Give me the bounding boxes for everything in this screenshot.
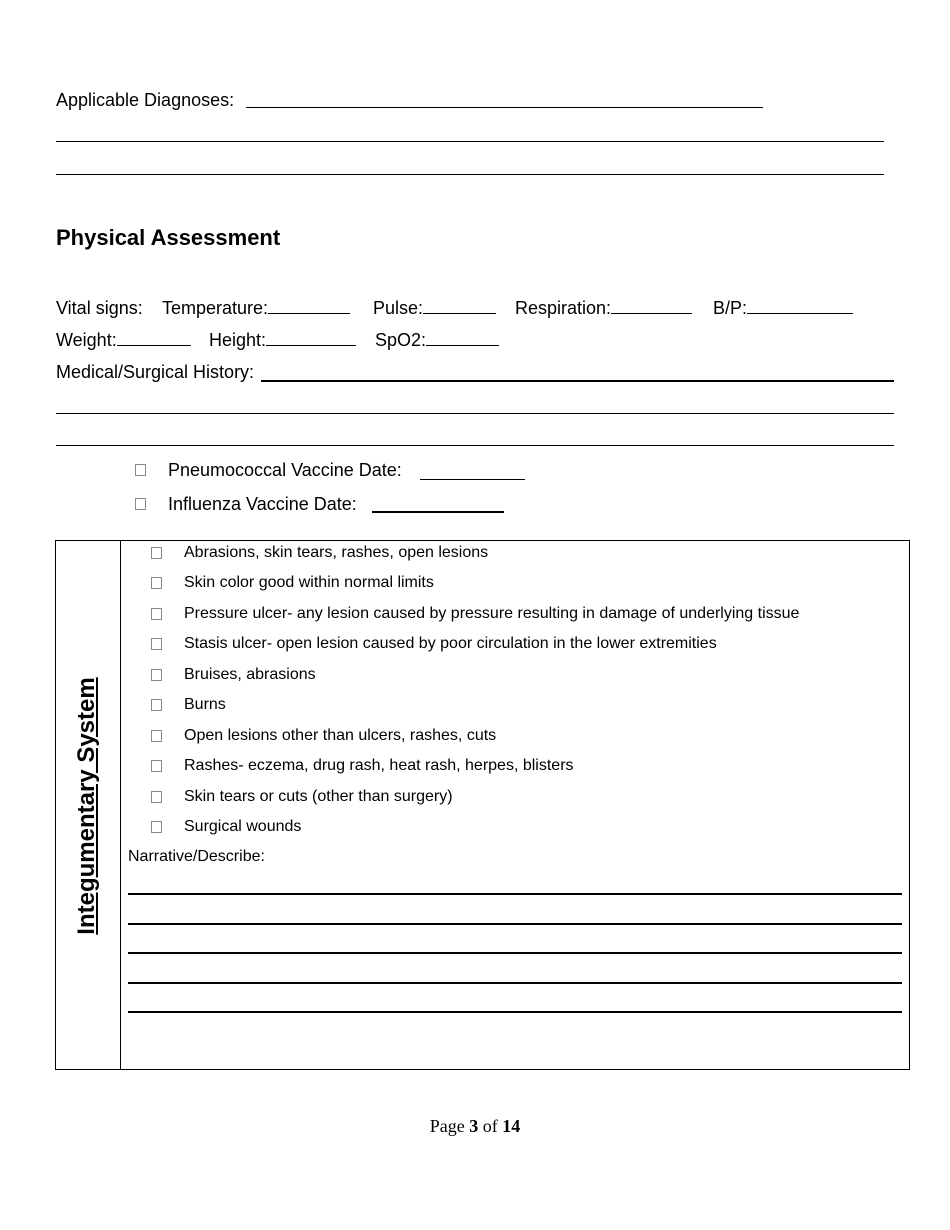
respiration-label: Respiration: xyxy=(515,298,612,318)
diagnoses-label: Applicable Diagnoses: xyxy=(56,90,235,110)
integumentary-title: Integumentary System xyxy=(73,677,100,935)
footer-total-pages: 14 xyxy=(502,1116,521,1136)
temperature-label: Temperature: xyxy=(162,298,269,318)
vital-signs-label: Vital signs: xyxy=(56,298,143,318)
item-checkbox[interactable] xyxy=(151,730,162,742)
narrative-line[interactable] xyxy=(128,1011,902,1013)
item-checkbox[interactable] xyxy=(151,669,162,681)
diagnoses-line-3[interactable] xyxy=(56,174,884,175)
list-item: Burns xyxy=(184,696,226,713)
height-field xyxy=(209,329,356,351)
narrative-line[interactable] xyxy=(128,923,902,925)
influenza-label: Influenza Vaccine Date: xyxy=(168,494,357,514)
pulse-label: Pulse: xyxy=(373,298,424,318)
item-checkbox[interactable] xyxy=(151,699,162,711)
item-checkbox[interactable] xyxy=(151,577,162,589)
list-item: Open lesions other than ulcers, rashes, cuts xyxy=(184,727,497,744)
item-checkbox[interactable] xyxy=(151,608,162,620)
diagnoses-line-1[interactable] xyxy=(246,107,763,108)
history-line-1[interactable] xyxy=(261,380,894,382)
bp-input[interactable] xyxy=(747,297,853,314)
narrative-line[interactable] xyxy=(128,952,902,954)
narrative-line[interactable] xyxy=(128,893,902,895)
list-item: Stasis ulcer- open lesion caused by poor circulation in the lower extremities xyxy=(184,635,717,652)
footer-page-word: Page xyxy=(429,1116,465,1136)
weight-label: Weight: xyxy=(56,330,117,350)
spo2-field xyxy=(375,329,499,351)
bp-field xyxy=(713,297,853,319)
list-item: Bruises, abrasions xyxy=(184,666,316,683)
item-checkbox[interactable] xyxy=(151,547,162,559)
list-item: Rashes- eczema, drug rash, heat rash, herpes, blisters xyxy=(184,757,574,774)
height-input[interactable] xyxy=(266,329,356,346)
pulse-field xyxy=(373,297,496,319)
item-checkbox[interactable] xyxy=(151,638,162,650)
list-item: Pressure ulcer- any lesion caused by pressure resulting in damage of underlying tissue xyxy=(184,605,800,622)
influenza-checkbox[interactable] xyxy=(135,498,146,510)
weight-input[interactable] xyxy=(117,329,191,346)
spo2-label: SpO2: xyxy=(375,330,427,350)
height-label: Height: xyxy=(209,330,267,350)
narrative-label: Narrative/Describe: xyxy=(128,848,265,865)
item-checkbox[interactable] xyxy=(151,760,162,772)
respiration-input[interactable] xyxy=(611,297,692,314)
list-item: Surgical wounds xyxy=(184,818,302,835)
diagnoses-line-2[interactable] xyxy=(56,141,884,142)
respiration-field xyxy=(515,297,692,319)
pneumococcal-checkbox[interactable] xyxy=(135,464,146,476)
history-line-3[interactable] xyxy=(56,445,894,446)
weight-field xyxy=(56,329,191,351)
narrative-line[interactable] xyxy=(128,982,902,984)
spo2-input[interactable] xyxy=(426,329,499,346)
temperature-field xyxy=(162,297,350,319)
history-label: Medical/Surgical History: xyxy=(56,362,255,382)
list-item: Abrasions, skin tears, rashes, open lesions xyxy=(184,544,489,561)
item-checkbox[interactable] xyxy=(151,821,162,833)
pulse-input[interactable] xyxy=(423,297,496,314)
footer-of-word: of xyxy=(482,1116,498,1136)
item-checkbox[interactable] xyxy=(151,791,162,803)
page-footer xyxy=(0,1116,950,1137)
table-column-divider xyxy=(120,540,121,1070)
pneumococcal-label: Pneumococcal Vaccine Date: xyxy=(168,460,402,480)
temperature-input[interactable] xyxy=(268,297,350,314)
list-item: Skin tears or cuts (other than surgery) xyxy=(184,788,453,805)
influenza-date-input[interactable] xyxy=(372,511,504,513)
bp-label: B/P: xyxy=(713,298,748,318)
list-item: Skin color good within normal limits xyxy=(184,574,434,591)
footer-current-page: 3 xyxy=(469,1116,479,1136)
history-line-2[interactable] xyxy=(56,413,894,414)
pneumococcal-date-input[interactable] xyxy=(420,479,525,480)
page-title: Physical Assessment xyxy=(56,225,281,250)
vitals-row-1 xyxy=(56,297,143,319)
